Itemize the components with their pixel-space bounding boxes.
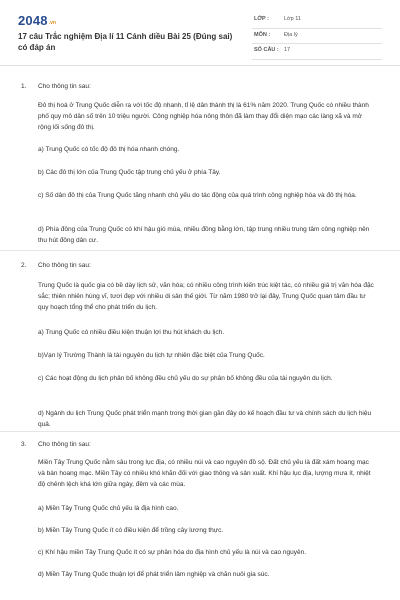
info-row-subject xyxy=(252,29,382,45)
logo-domain: .vn xyxy=(48,20,56,26)
option-b[interactable]: b) Các đô thị lớn của Trung Quốc tập trung chủ yếu ở phía Tây. xyxy=(38,169,221,176)
option-d[interactable]: d) Phía đông của Trung Quốc có khí hậu gió mùa, nhiều đồng bằng lớn, tập trung nhiều trung tâm công nghiệp nên thu hút đông dân cư. xyxy=(38,226,370,244)
question-intro: Cho thông tin sau: xyxy=(38,262,91,269)
option-b[interactable]: b)Vạn lý Trường Thành là tài nguyên du lịch tự nhiên đặc biệt của Trung Quốc. xyxy=(38,352,265,359)
option-a[interactable]: a) Trung Quốc có nhiều điều kiện thuận lợi thu hút khách du lịch. xyxy=(38,329,225,336)
option-b[interactable]: b) Miền Tây Trung Quốc ít có điều kiện để trồng cây lương thực. xyxy=(38,527,224,534)
info-label: MÔN : xyxy=(254,31,271,38)
question-passage: Đô thị hoá ở Trung Quốc diễn ra với tốc độ nhanh, tỉ lệ dân thành thị là 61% năm 2020. Trung Quốc có nhiều thành phố quy mô dân số trên 10 triệu người. Công nghiệp hóa nông thôn đã làm thay đổi diện mạo các làng xã và mở rộng lối sống đô thị. xyxy=(38,102,369,131)
question-intro: Cho thông tin sau: xyxy=(38,441,91,448)
info-label: LỚP : xyxy=(254,16,269,22)
question-number: 1. xyxy=(21,83,27,90)
info-label: SỐ CÂU : xyxy=(254,47,279,53)
info-value: 17 xyxy=(284,47,291,53)
option-d[interactable]: d) Miền Tây Trung Quốc thuận lợi để phát triển lâm nghiệp và chăn nuôi gia súc. xyxy=(38,571,270,578)
option-c[interactable]: c) Các hoạt động du lịch phân bố không đều chủ yếu do sự phân bố không đều của tài nguyên du lịch. xyxy=(38,375,333,382)
option-d[interactable]: d) Ngành du lịch Trung Quốc phát triển mạnh trong thời gian gần đây do kế hoạch đầu tư và chính sách du lịch hiệu quả. xyxy=(38,410,372,428)
info-value: Địa lý xyxy=(284,31,298,38)
site-logo[interactable] xyxy=(18,14,56,27)
info-row-count xyxy=(252,44,382,60)
option-a[interactable]: a) Trung Quốc có tốc độ đô thị hóa nhanh chóng. xyxy=(38,146,180,153)
option-c[interactable]: c) Số dân đô thị của Trung Quốc tăng nhanh chủ yếu do tác động của quá trình công nghiệp hóa và đô thị hóa. xyxy=(38,192,357,199)
question-passage: Trung Quốc là quốc gia có bề dày lịch sử, văn hóa; có nhiều công trình kiến trúc kiệt tác, có nhiều giá trị văn hóa đặc sắc; thiên nhiên hùng vĩ, tươi đẹp với nhiều di sản thế giới. Từ năm 1980 trở lại đây, Trung Quốc quan tâm đầu tư quy hoạch tổng thể cho phát triển du lịch. xyxy=(38,282,374,311)
question-number: 2. xyxy=(21,262,27,269)
info-table xyxy=(252,13,382,60)
questions-list xyxy=(0,66,400,600)
page-header xyxy=(0,0,400,66)
option-a[interactable]: a) Miền Tây Trung Quốc chủ yếu là địa hình cao. xyxy=(38,505,179,512)
option-c[interactable]: c) Khí hậu miền Tây Trung Quốc ít có sự phân hóa do địa hình chủ yếu là núi và cao nguyên. xyxy=(38,549,307,556)
question-divider xyxy=(0,431,400,432)
question-intro: Cho thông tin sau: xyxy=(38,83,91,90)
logo-text: 2048 xyxy=(18,13,48,28)
question-number: 3. xyxy=(21,441,27,448)
question-divider xyxy=(0,250,400,251)
info-row-class xyxy=(252,13,382,29)
document-title: 17 câu Trắc nghiệm Địa lí 11 Cánh diều Bài 25 (Đúng sai) có đáp án xyxy=(18,32,233,52)
question-passage: Miền Tây Trung Quốc nằm sâu trong lục địa, có nhiều núi và cao nguyên đồ sộ. Đất chủ yếu là đất xám hoang mạc và bán hoang mạc. Miền Tây có nhiều khó khăn đối với giao thông và sản xuất. Khí hậu lục địa, lượng mưa ít, nhiệt độ chênh lệch khá lớn giữa ngày, đêm và các mùa. xyxy=(38,459,371,488)
info-value: Lớp 11 xyxy=(284,16,301,22)
